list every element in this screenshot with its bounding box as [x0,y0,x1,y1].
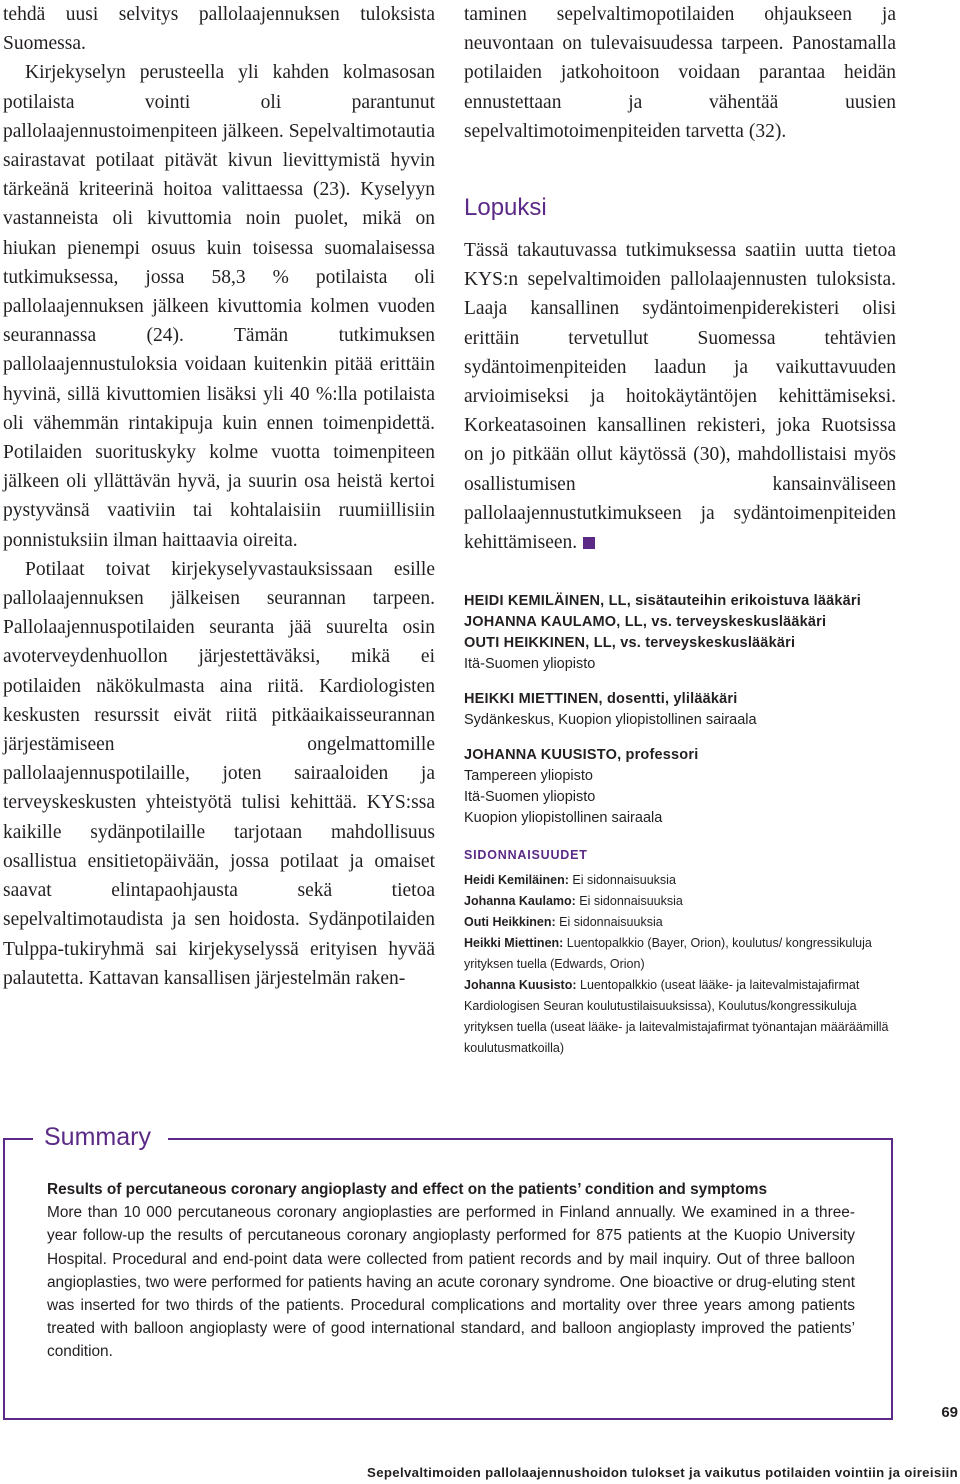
conflict-name: Heidi Kemiläinen: [464,873,569,888]
author-entry [464,689,896,731]
page-number: 69 [941,1404,958,1421]
author-entry [464,745,896,829]
section-title: Lopuksi [464,194,547,222]
summary-border-top-right [168,1138,893,1140]
closing-paragraph [464,236,896,557]
conflict-text: Ei sidonnaisuuksia [575,894,683,909]
summary-text: More than 10 000 percutaneous coronary angioplasties are performed in Finland annually. We examined in a three-year follow-up the results of percutaneous coronary angioplasty performed for 875 patients at the Kuopio University Hospital. Procedural and end-point data were collected from patient records and by mail inquiry. Out of three balloon angioplasties, two were performed for patients having an acute coronary syndrome. One bioactive or drug-eluting stent was inserted for two thirds of the patients. Procedural complications and mortality over three years among patients treated with balloon angioplasty were of good international standard, and balloon angioplasty improved the patients’ condition. [47,1204,855,1361]
author-name: OUTI HEIKKINEN [464,635,586,652]
summary-title: Summary [44,1123,151,1151]
author-title: , professori [617,747,699,764]
author-title: , LL, vs. terveyskeskuslääkäri [616,614,827,631]
author-affiliation: Itä-Suomen yliopisto [464,789,596,806]
conflict-entry [464,870,896,891]
author-name: JOHANNA KUUSISTO [464,747,618,764]
left-column [3,0,435,993]
author-affiliation: Kuopion yliopistollinen sairaala [464,810,663,827]
body-paragraph: Kirjekyselyn perusteella yli kahden kolmasosan potilaista vointi oli parantunut pallolaajennustoimenpiteen jälkeen. Sepelvaltimotautia sairastavat potilaat pitävät kivun lievittymistä hyvin tärkeänä kriteerinä hoitoa valittaessa (23). Kyselyyn vastanneista oli kivuttomia noin puolet, mikä on hiukan pienempi osuus kuin toisessa suomalaisessa tutkimuksessa, jossa 58,3 % potilaista oli pallolaajennuksen jälkeen kivuttomia kolmen vuoden seurannassa (24). Tämän tutkimuksen pallolaajennustuloksia voidaan kuitenkin pitää erittäin hyvinä, sillä kivuttomien lisäksi yli 40 %:lla potilaista oli vähemmän rintakipuja kuin ennen toimenpidettä. Potilaiden suorituskyky kolme vuotta toimenpiteen jälkeen oli yllättävän hyvä, ja suurin osa heistä kertoi pystyvänsä vaativiin tai kohtalaisiin ruumiillisiin ponnistuksiin ilman haittaavia oireita. [3,62,435,551]
author-entry [464,591,896,675]
author-name: HEIKKI MIETTINEN [464,691,599,708]
author-title: , LL, vs. terveyskeskuslääkäri [585,635,796,652]
summary-border-top-left [3,1138,33,1140]
author-affiliation: Itä-Suomen yliopisto [464,656,596,673]
summary-body [47,1178,855,1364]
author-affiliation: Tampereen yliopisto [464,768,593,785]
conflict-name: Johanna Kuusisto: [464,978,577,993]
author-affiliation: Sydänkeskus, Kuopion yliopistollinen sairaala [464,712,757,729]
conflict-entry [464,891,896,912]
body-paragraph: tehdä uusi selvitys pallolaajennuksen tuloksista Suomessa. [3,4,435,55]
conflict-entry [464,912,896,933]
running-footer: Sepelvaltimoiden pallolaajennushoidon tulokset ja vaikutus potilaiden vointiin ja oireisiin [367,1465,958,1480]
author-list [464,591,896,1059]
conflict-text: Ei sidonnaisuuksia [555,915,663,930]
conflicts-list [464,870,896,1059]
author-name: HEIDI KEMILÄINEN [464,593,601,610]
end-of-article-marker [583,537,595,549]
conflict-entry [464,975,896,1059]
conflict-text: Luentopalkkio (useat lääke- ja laitevalmistajafirmat Kardiologisen Seuran koulutustilaisuuksissa), Koulutus/kongressikuluja yrityksen tuella (useat lääke- ja laitevalmistajafirmat työnantajan määräämillä koulutusmatkoilla) [464,978,889,1056]
conflict-name: Johanna Kaulamo: [464,894,576,909]
conflict-text: Ei sidonnaisuuksia [568,873,676,888]
conflicts-title: SIDONNAISUUDET [464,848,588,863]
body-paragraph: taminen sepelvaltimopotilaiden ohjaukseen ja neuvontaan on tulevaisuudessa tarpeen. Panostamalla potilaiden jatkohoitoon voidaan parantaa heidän ennustettaan ja vähentää uusien sepelvaltimotoimenpiteiden tarvetta (32). [464,4,896,142]
conflict-text: Luentopalkkio (Bayer, Orion), koulutus/ kongressikuluja yrityksen tuella (Edwards, Orion) [464,936,872,972]
right-column [464,0,896,1059]
summary-heading: Results of percutaneous coronary angioplasty and effect on the patients’ condition and symptoms [47,1181,768,1198]
author-title: , LL, sisätauteihin erikoistuva lääkäri [600,593,861,610]
author-name: JOHANNA KAULAMO [464,614,617,631]
body-paragraph: Potilaat toivat kirjekyselyvastauksissaan esille pallolaajennuksen jälkeisen seurannan tarpeen. Pallolaajennuspotilaiden seuranta jää suurelta osin avoterveydenhuollon järjestettäväksi, mikä ei potilaiden näkökulmasta aina riitä. Kardiologisten keskusten resurssit eivät riitä pitkäaikaisseurannan järjestämiseen ongelmattomille pallolaajennuspotilaille, joten sairaaloiden ja terveyskeskusten yhteistyötä tulisi kehittää. KYS:ssa kaikille sydänpotilaille tarjotaan mahdollisuus osallistua ensitietopäivään, jossa potilaat ja omaiset saavat elintapaohjausta sekä tietoa sepelvaltimotaudista ja sen hoidosta. Sydänpotilaiden Tulppa-tukiryhmä sai kirjekyselyssä erityisen hyvää palautetta. Kattavan kansallisen järjestelmän raken- [3,558,435,989]
closing-text: Tässä takautuvassa tutkimuksessa saatiin uutta tietoa KYS:n sepelvaltimoiden pallolaajennusten tuloksista. Laaja kansallinen sydäntoimenpiderekisteri olisi erittäin tervetullut Suomessa tehtävien sydäntoimenpiteiden laadun ja vaikuttavuuden arvioimiseksi ja hoitokäytäntöjen kehittämiseksi. Korkeatasoinen kansallinen rekisteri, joka Ruotsissa on jo pitkään ollut käytössä (30), mahdollistaisi myös osallistumisen kansainväliseen pallolaajennustutkimukseen ja sydäntoimenpiteiden kehittämiseen. [464,240,896,554]
conflict-name: Heikki Miettinen: [464,936,564,951]
author-title: , dosentti, ylilääkäri [598,691,738,708]
conflict-name: Outi Heikkinen: [464,915,556,930]
conflict-entry [464,933,896,975]
